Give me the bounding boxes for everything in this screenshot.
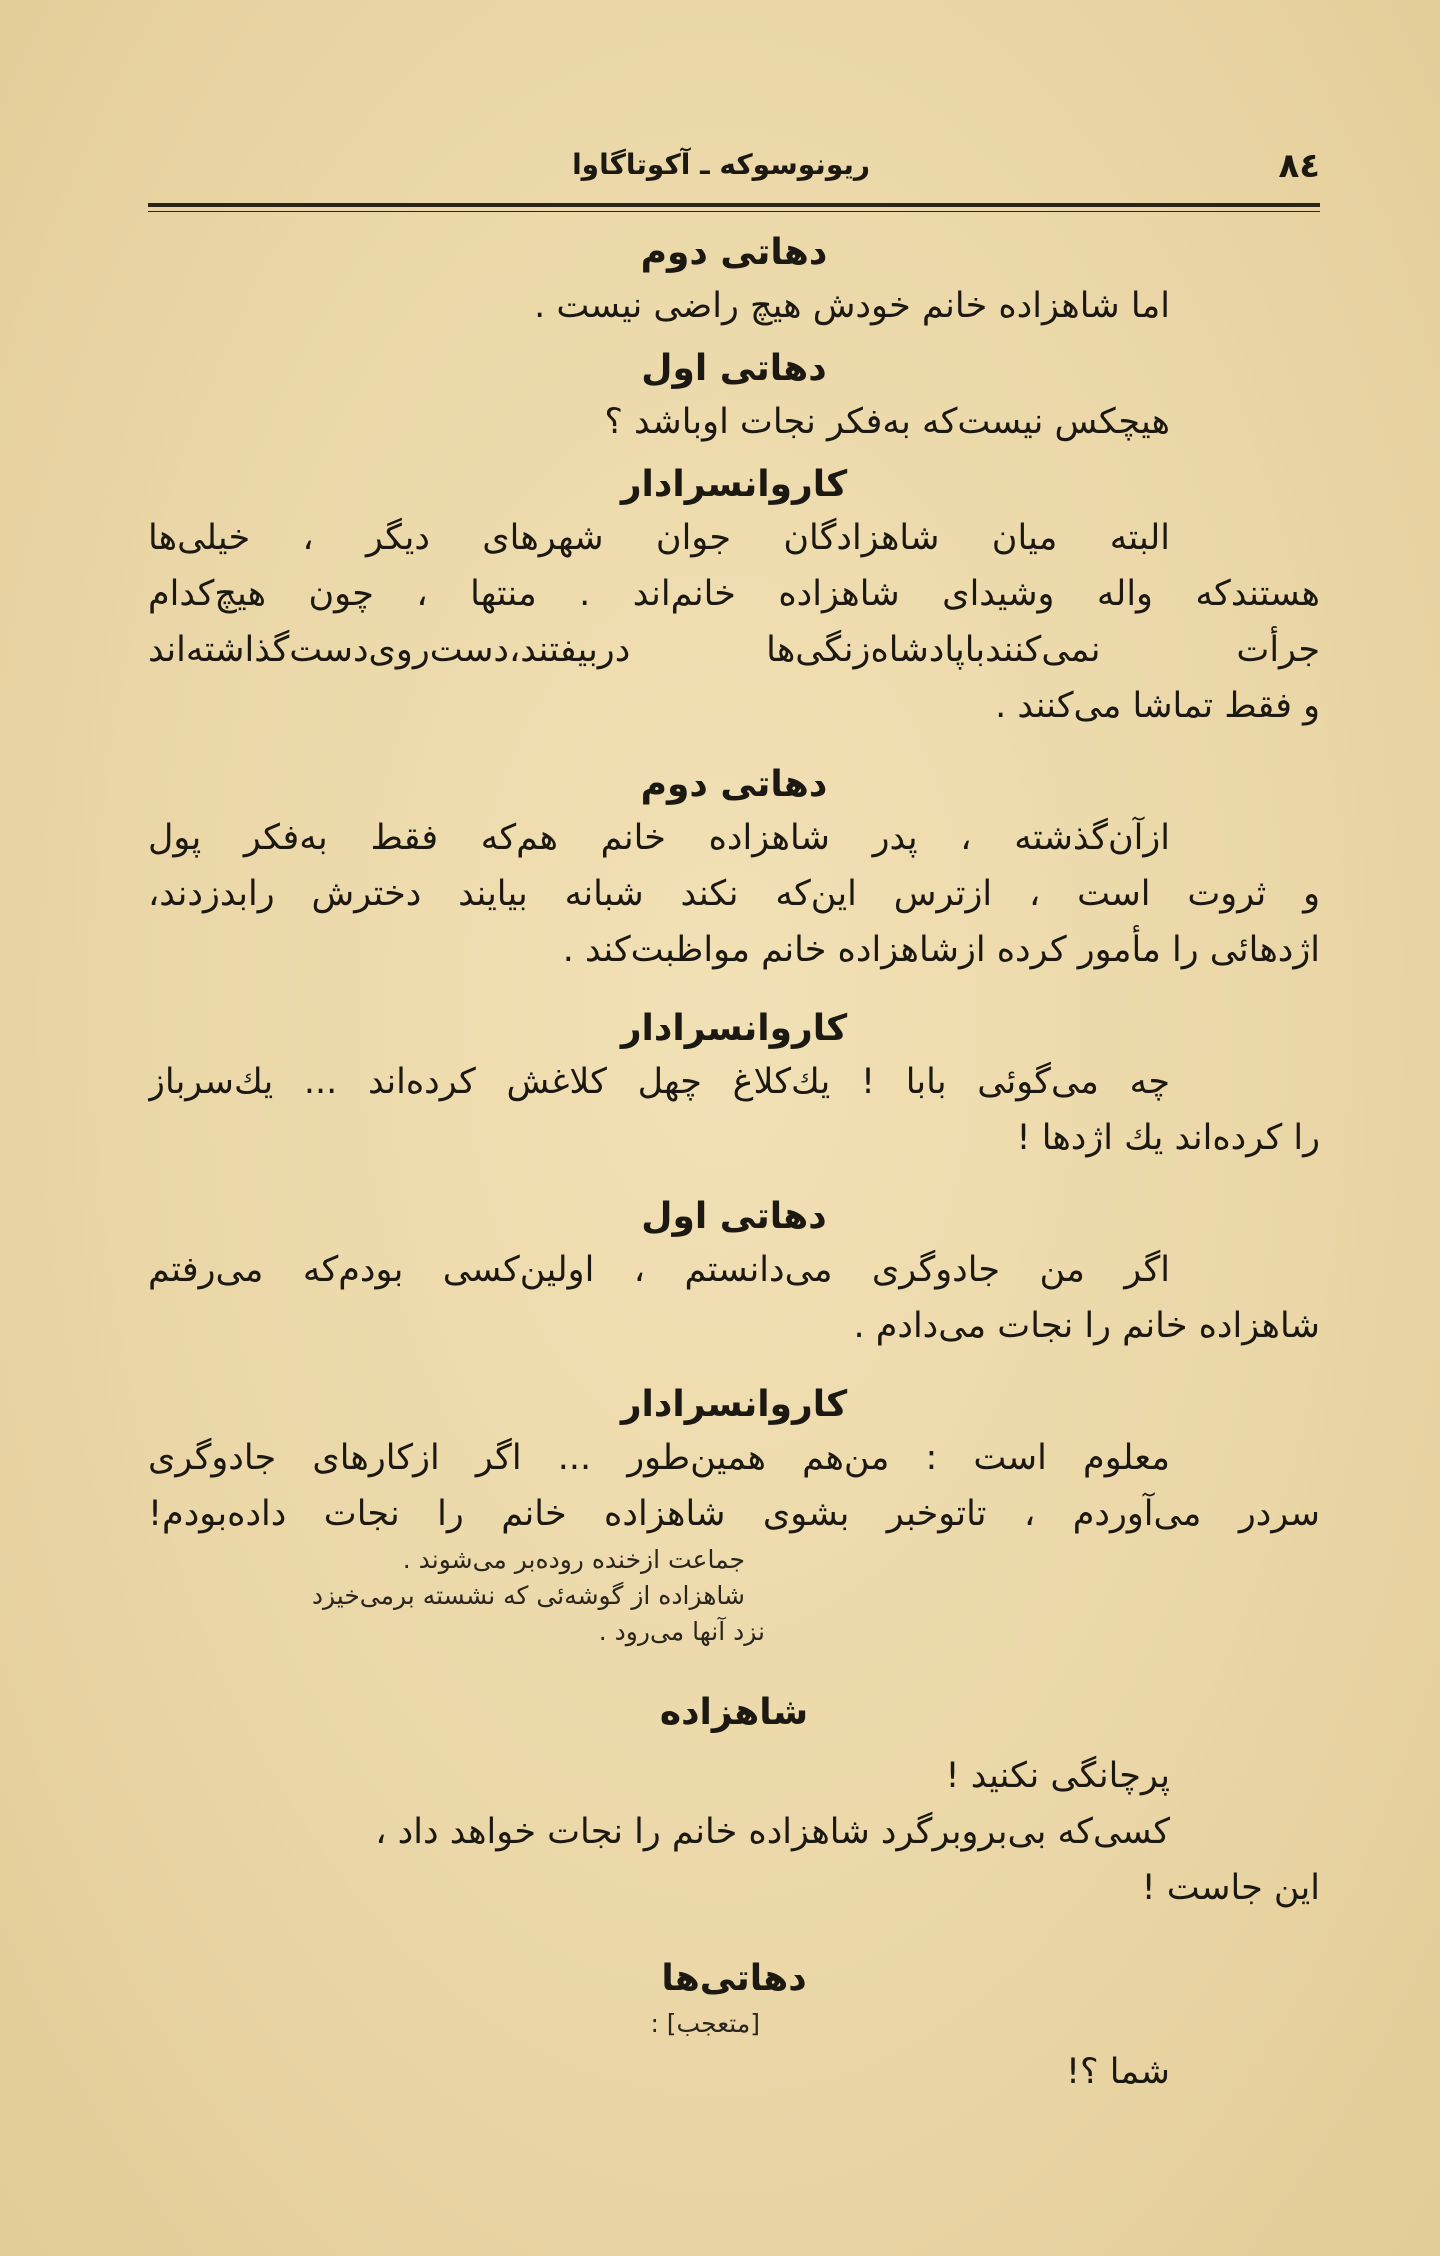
dialogue-line: معلوم است : من‌هم همین‌طور ... اگر ازکارهای جادوگری <box>148 1438 1170 1478</box>
dialogue-line: ازآن‌گذشته ، پدر شاهزاده خانم هم‌که فقط به‌فکر پول <box>148 818 1170 858</box>
dialogue-line: اگر من جادوگری می‌دانستم ، اولین‌کسی بودم‌که می‌رفتم <box>148 1250 1170 1290</box>
header-rule-thin <box>148 211 1320 212</box>
dialogue-line: و فقط تماشا می‌کنند . <box>995 686 1320 726</box>
stage-direction: جماعت ازخنده روده‌بر می‌شوند . <box>402 1545 745 1574</box>
speaker-name: کاروانسرادار <box>620 464 848 505</box>
page-header <box>148 140 1320 200</box>
speaker-name: دهاتی اول <box>641 348 827 389</box>
stage-direction: [متعجب] : <box>650 2009 760 2038</box>
dialogue-line: را کرده‌اند یك اژدها ! <box>1016 1118 1320 1158</box>
speaker-name: دهاتی دوم <box>640 764 828 805</box>
speaker-name: کاروانسرادار <box>620 1384 848 1425</box>
page-content <box>148 228 1320 2100</box>
header-rule-thick <box>148 203 1320 207</box>
dialogue-line: و ثروت است ، ازترس این‌که نکند شبانه بیایند دخترش رابدزدند، <box>148 874 1320 914</box>
dialogue-line: کسی‌که بی‌بروبرگرد شاهزاده خانم را نجات خواهد داد ، <box>375 1812 1170 1852</box>
dialogue-line: اژدهائی را مأمور کرده ازشاهزاده خانم مواظبت‌کند . <box>562 930 1320 970</box>
dialogue-line: البته میان شاهزادگان جوان شهرهای دیگر ، خیلی‌ها <box>148 518 1170 558</box>
dialogue-line: هستندکه واله وشیدای شاهزاده خانم‌اند . منتها ، چون هیچ‌کدام <box>148 574 1320 614</box>
dialogue-line: شاهزاده خانم را نجات می‌دادم . <box>853 1306 1320 1346</box>
dialogue-line: سردر می‌آوردم ، تاتوخبر بشوی شاهزاده خانم را نجات داده‌بودم! <box>148 1494 1320 1534</box>
dialogue-line: چه می‌گوئی بابا ! یك‌کلاغ چهل کلاغش کرده‌اند ... یك‌سرباز <box>148 1062 1170 1102</box>
running-title: ریونوسوکه ـ آکوتاگاوا <box>572 148 870 181</box>
speaker-name: شاهزاده <box>659 1692 809 1733</box>
dialogue-line: این جاست ! <box>1141 1868 1320 1908</box>
speaker-name: کاروانسرادار <box>620 1008 848 1049</box>
dialogue-line: پرچانگی نکنید ! <box>945 1756 1170 1796</box>
speaker-name: دهاتی دوم <box>640 232 828 273</box>
stage-direction: نزد آنها می‌رود . <box>598 1617 765 1646</box>
dialogue-line: شما ؟! <box>1066 2052 1170 2092</box>
stage-direction: شاهزاده از گوشه‌ئی که نشسته برمی‌خیزد <box>311 1581 745 1610</box>
page-number: ۸٤ <box>1278 146 1320 186</box>
speaker-name: دهاتی اول <box>641 1196 827 1237</box>
dialogue-line: اما شاهزاده خانم خودش هیچ راضی نیست . <box>534 286 1170 326</box>
speaker-name: دهاتی‌ها <box>661 1958 807 1999</box>
dialogue-line: هیچکس نیست‌که به‌فکر نجات اوباشد ؟ <box>604 402 1170 442</box>
dialogue-line: جرأت نمی‌کنندباپادشاه‌زنگی‌ها دربیفتند،دست‌روی‌دست‌گذاشته‌اند <box>148 630 1320 670</box>
